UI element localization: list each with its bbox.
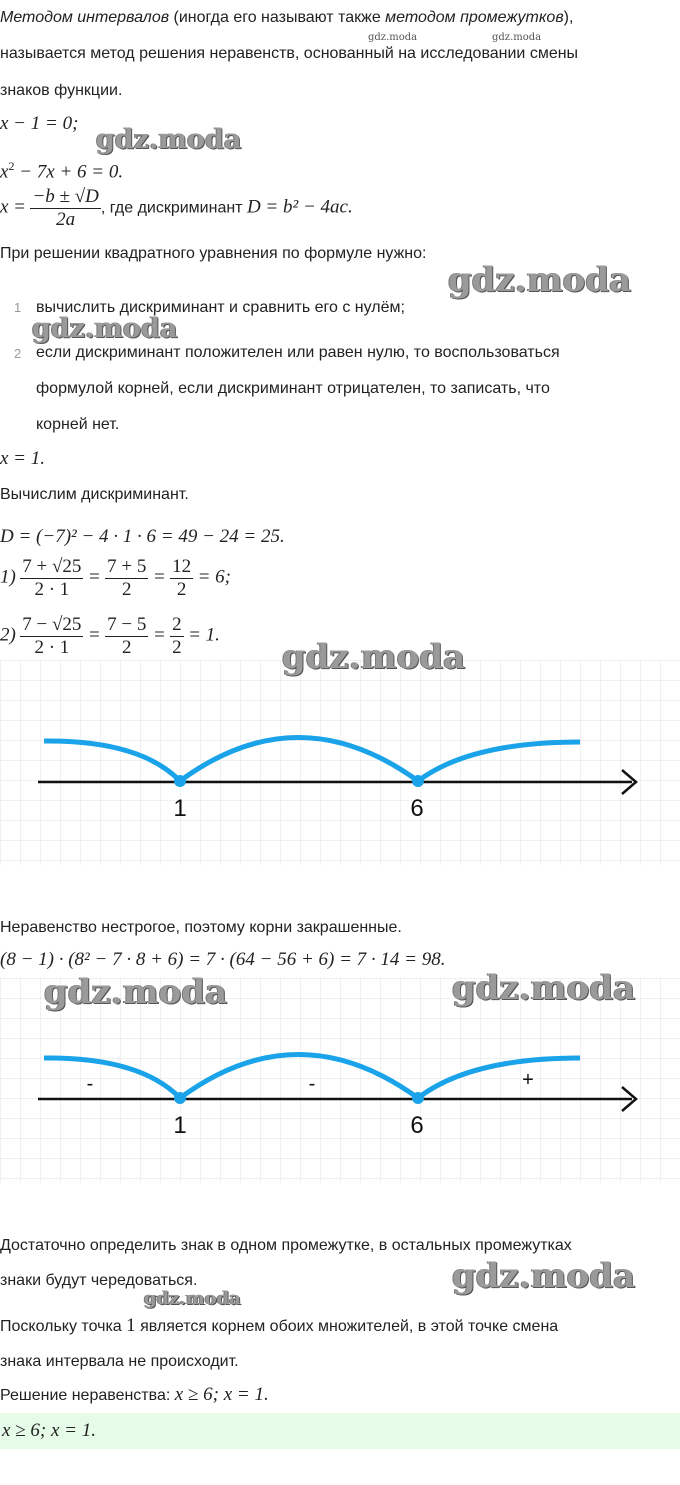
root-2-frac-b: [105, 614, 148, 659]
step-2-number: 2: [14, 346, 22, 361]
sign-interval-2: -: [308, 1073, 316, 1095]
root-1-num-a: 7 + √25: [22, 556, 82, 577]
check-calculation: (8 − 1) · (8² − 7 · 8 + 6) = 7 · (64 − 56 + 6) = 7 · 14 = 98.: [0, 949, 446, 970]
root-2-den-c: 2: [172, 637, 182, 658]
root-1-num-c: 12: [172, 556, 192, 577]
intro-line-3: знаков функции.: [0, 82, 123, 99]
formula-fraction: [30, 186, 100, 231]
equation-quadratic: [0, 156, 123, 182]
sign-interval-1: -: [86, 1073, 94, 1095]
equation-linear: x − 1 = 0;: [0, 113, 79, 134]
root-point-1: [174, 775, 186, 787]
root-1-label: 1): [0, 566, 16, 588]
watermark: gdz.moda: [96, 124, 242, 155]
root-1-num-b: 7 + 5: [107, 556, 147, 577]
alternation-line-2: знаки будут чередоваться.: [0, 1272, 198, 1289]
watermark: gdz.moda: [144, 1288, 241, 1309]
root-2-frac-c: [170, 614, 184, 659]
root-note-line-2: знака интервала не происходит.: [0, 1353, 239, 1370]
grid-background: [0, 660, 680, 865]
number-line-graph-1: [0, 660, 680, 865]
alternation-line-1: Достаточно определить знак в одном промежутке, в остальных промежутках: [0, 1237, 572, 1254]
quadratic-intro: При решении квадратного уравнения по формуле нужно:: [0, 245, 427, 262]
watermark-small: gdz.moda: [492, 32, 542, 43]
watermark: gdz.moda: [452, 1256, 636, 1296]
root-1-frac-b: [105, 556, 148, 601]
intro-end: ),: [563, 9, 574, 26]
root-note-post: является корнем обоих множителей, в этой точке смена: [135, 1318, 559, 1335]
root-1-frac-a: [20, 556, 83, 601]
eq2-sup: 2: [8, 159, 15, 173]
watermark: gdz.moda: [282, 637, 466, 677]
strict-note: Неравенство нестрогое, поэтому корни закрашенные.: [0, 919, 402, 936]
step-2-line-2: формулой корней, если дискриминант отрицателен, то записать, что: [36, 380, 550, 397]
root-1-result: = 6;: [197, 566, 231, 588]
formula-lhs: x =: [0, 196, 27, 218]
root-1-den-a: 2 · 1: [34, 579, 70, 600]
formula-text: , где дискриминант: [100, 199, 247, 217]
intro-line-1: [0, 8, 573, 28]
quadratic-formula: [0, 186, 353, 231]
root-1-den-b: 2: [122, 579, 132, 600]
discriminant-intro: Вычислим дискриминант.: [0, 486, 189, 503]
point-label-6: 6: [410, 795, 424, 822]
intro-mid: (иногда его называют также: [169, 9, 386, 26]
point-label-1: 1: [173, 1112, 187, 1139]
watermark-small: gdz.moda: [368, 32, 418, 43]
root-note-line-1: [0, 1316, 558, 1337]
root-2-den-a: 2 · 1: [34, 637, 70, 658]
eq2-rest: − 7x + 6 = 0.: [14, 161, 124, 183]
eq2-x: x: [0, 161, 9, 183]
root-2-num-b: 7 − 5: [107, 614, 147, 635]
root-2-result: = 1.: [188, 624, 220, 646]
formula-discriminant: D = b² − 4ac.: [246, 196, 353, 218]
intro-line-2: называется метод решения неравенств, основанный на исследовании смены: [0, 45, 579, 62]
watermark: gdz.moda: [448, 260, 632, 300]
root-point-1: [174, 1092, 186, 1104]
root-1-calculation: 1) $\frac{7 + √25}{2 \cdot 1}$ = $\frac{7 + 5}{2}$ = $\frac{12}{2}$ = 6;: [0, 556, 231, 600]
root-point-6: [412, 775, 424, 787]
step-2-line-3: корней нет.: [36, 416, 120, 433]
term-gap-method: методом промежутков: [385, 9, 564, 26]
answer-box: [0, 1413, 680, 1449]
watermark: gdz.moda: [44, 972, 228, 1012]
term-interval-method: Методом интервалов: [0, 9, 170, 26]
root-note-value: 1: [126, 1315, 136, 1336]
step-1-text: вычислить дискриминант и сравнить его с нулём;: [36, 299, 405, 316]
point-label-6: 6: [410, 1112, 424, 1139]
solution-value: x ≥ 6; x = 1.: [174, 1384, 269, 1405]
root-2-num-c: 2: [172, 614, 182, 635]
root-2-label: 2): [0, 624, 16, 646]
root-1-den-c: 2: [176, 579, 187, 600]
answer-text: x ≥ 6; x = 1.: [2, 1420, 96, 1441]
solution-label: Решение неравенства:: [0, 1387, 175, 1404]
watermark: gdz.moda: [452, 968, 636, 1008]
root-point-6: [412, 1092, 424, 1104]
root-2-den-b: 2: [122, 637, 132, 658]
formula-numerator: −b ± √D: [32, 186, 99, 207]
step-1-number: 1: [14, 300, 22, 315]
watermark: gdz.moda: [32, 313, 178, 344]
equation-x-equals-1: x = 1.: [0, 448, 46, 469]
root-1-frac-c: [170, 556, 193, 601]
root-2-calculation: 2) $\frac{7 - √25}{2 \cdot 1}$ = $\frac{7 - 5}{2}$ = $\frac{2}{2}$ = 1.: [0, 614, 220, 658]
root-2-frac-a: [20, 614, 83, 659]
solution-line: [0, 1385, 269, 1406]
formula-denominator: 2a: [56, 209, 76, 230]
sign-interval-3: +: [522, 1069, 534, 1091]
step-2-line-1: если дискриминант положителен или равен нулю, то воспользоваться: [36, 344, 560, 361]
root-note-pre: Поскольку точка: [0, 1318, 127, 1335]
root-2-num-a: 7 − √25: [22, 614, 82, 635]
point-label-1: 1: [173, 795, 187, 822]
discriminant-calculation: D = (−7)² − 4 · 1 · 6 = 49 − 24 = 25.: [0, 526, 285, 547]
